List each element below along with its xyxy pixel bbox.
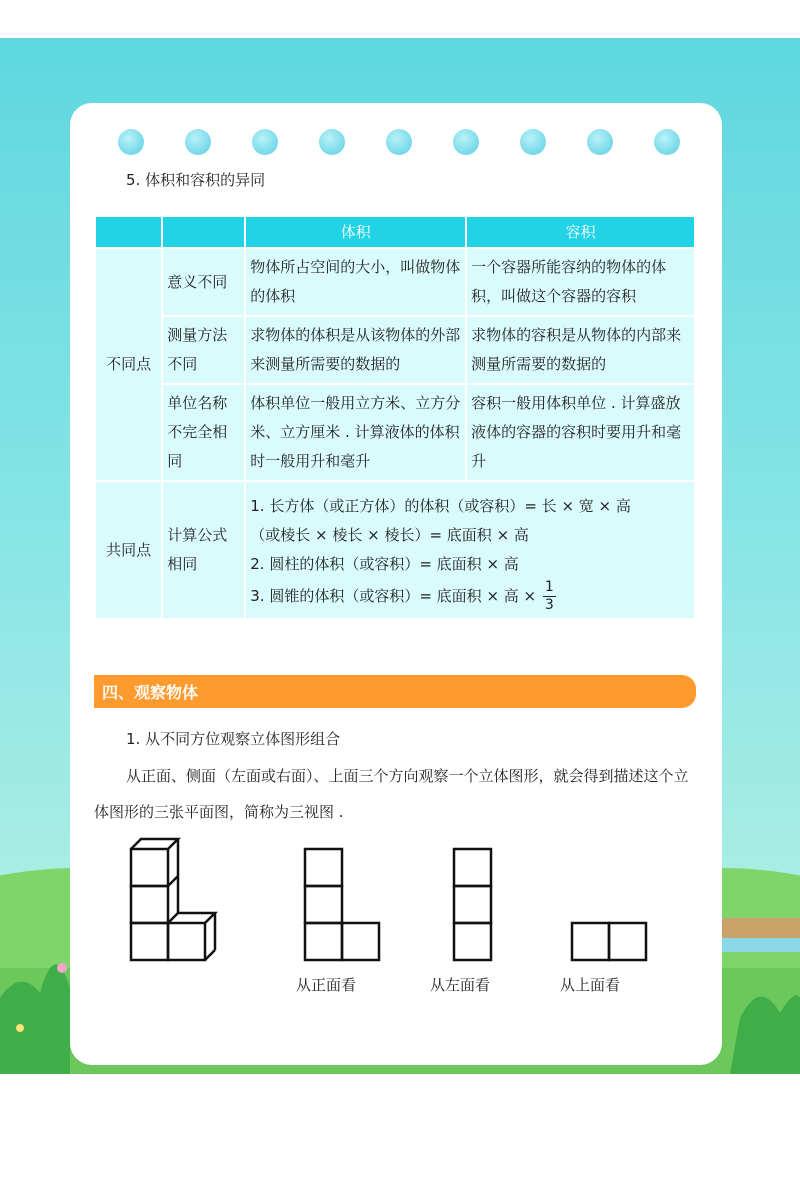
left-view-drawing (454, 849, 491, 960)
section-title: 5. 体积和容积的异同 (126, 171, 266, 189)
table-header-cell (95, 216, 162, 248)
caption-top-view: 从上面看 (560, 976, 621, 994)
volume-cell: 体积单位一般用立方米、立方分米、立方厘米 . 计算液体的体积时一般用升和毫升 (245, 384, 466, 481)
capacity-cell: 求物体的容积是从物体的内部来测量所需要的数据的 (466, 316, 695, 384)
binder-hole (453, 129, 479, 155)
binder-holes (70, 129, 722, 159)
section-banner-title: 四、观察物体 (102, 683, 199, 702)
volume-cell: 求物体的体积是从该物体的外部来测量所需要的数据的 (245, 316, 466, 384)
same-label: 共同点 (95, 481, 162, 619)
content-card (70, 103, 722, 1065)
comparison-table (94, 215, 696, 620)
binder-hole (386, 129, 412, 155)
front-view-drawing (305, 849, 379, 960)
section-banner (94, 675, 696, 708)
three-view-figures (70, 823, 722, 973)
capacity-cell: 容积一般用体积单位 . 计算盛放液体的容器的容积时要用升和毫升 (466, 384, 695, 481)
capacity-cell: 一个容器所能容纳的物体的体积，叫做这个容器的容积 (466, 248, 695, 316)
table-row (95, 248, 695, 316)
binder-hole (520, 129, 546, 155)
binder-hole (185, 129, 211, 155)
fraction-denominator: 3 (544, 597, 554, 613)
binder-hole (319, 129, 345, 155)
top-view-drawing (572, 923, 646, 960)
binder-hole (118, 129, 144, 155)
formula-line: （或棱长 × 棱长 × 棱长）= 底面积 × 高 (250, 526, 529, 544)
diff-label: 不同点 (95, 248, 162, 481)
table-header-row (95, 216, 695, 248)
table-header-volume: 体积 (245, 216, 466, 248)
table-row (95, 481, 695, 619)
table-header-cell (162, 216, 245, 248)
formula-line: 1. 长方体（或正方体）的体积（或容积）= 长 × 宽 × 高 (250, 497, 631, 515)
formula-text: 3. 圆锥的体积（或容积）= 底面积 × 高 × (250, 587, 537, 605)
fraction (543, 579, 556, 614)
aspect-cell: 单位名称不完全相同 (162, 384, 245, 481)
table-header-capacity: 容积 (466, 216, 695, 248)
point-body: 从正面、侧面（左面或右面）、上面三个方向观察一个立体图形，就会得到描述这个立体图形的三张平面图，简称为三视图 . (94, 767, 689, 821)
table-row (95, 316, 695, 384)
formula-line: 2. 圆柱的体积（或容积）= 底面积 × 高 (250, 555, 519, 573)
binder-hole (252, 129, 278, 155)
aspect-cell: 意义不同 (162, 248, 245, 316)
cube-model-illustration (131, 839, 215, 960)
fraction-numerator: 1 (544, 579, 554, 595)
binder-hole (654, 129, 680, 155)
formula-cell (245, 481, 695, 619)
binder-hole (587, 129, 613, 155)
caption-left-view: 从左面看 (430, 976, 491, 994)
aspect-cell: 计算公式相同 (162, 481, 245, 619)
caption-front-view: 从正面看 (296, 976, 357, 994)
formula-line (250, 579, 690, 614)
aspect-cell: 测量方法不同 (162, 316, 245, 384)
point-title: 1. 从不同方位观察立体图形组合 (126, 730, 341, 748)
table-row (95, 384, 695, 481)
volume-cell: 物体所占空间的大小，叫做物体的体积 (245, 248, 466, 316)
